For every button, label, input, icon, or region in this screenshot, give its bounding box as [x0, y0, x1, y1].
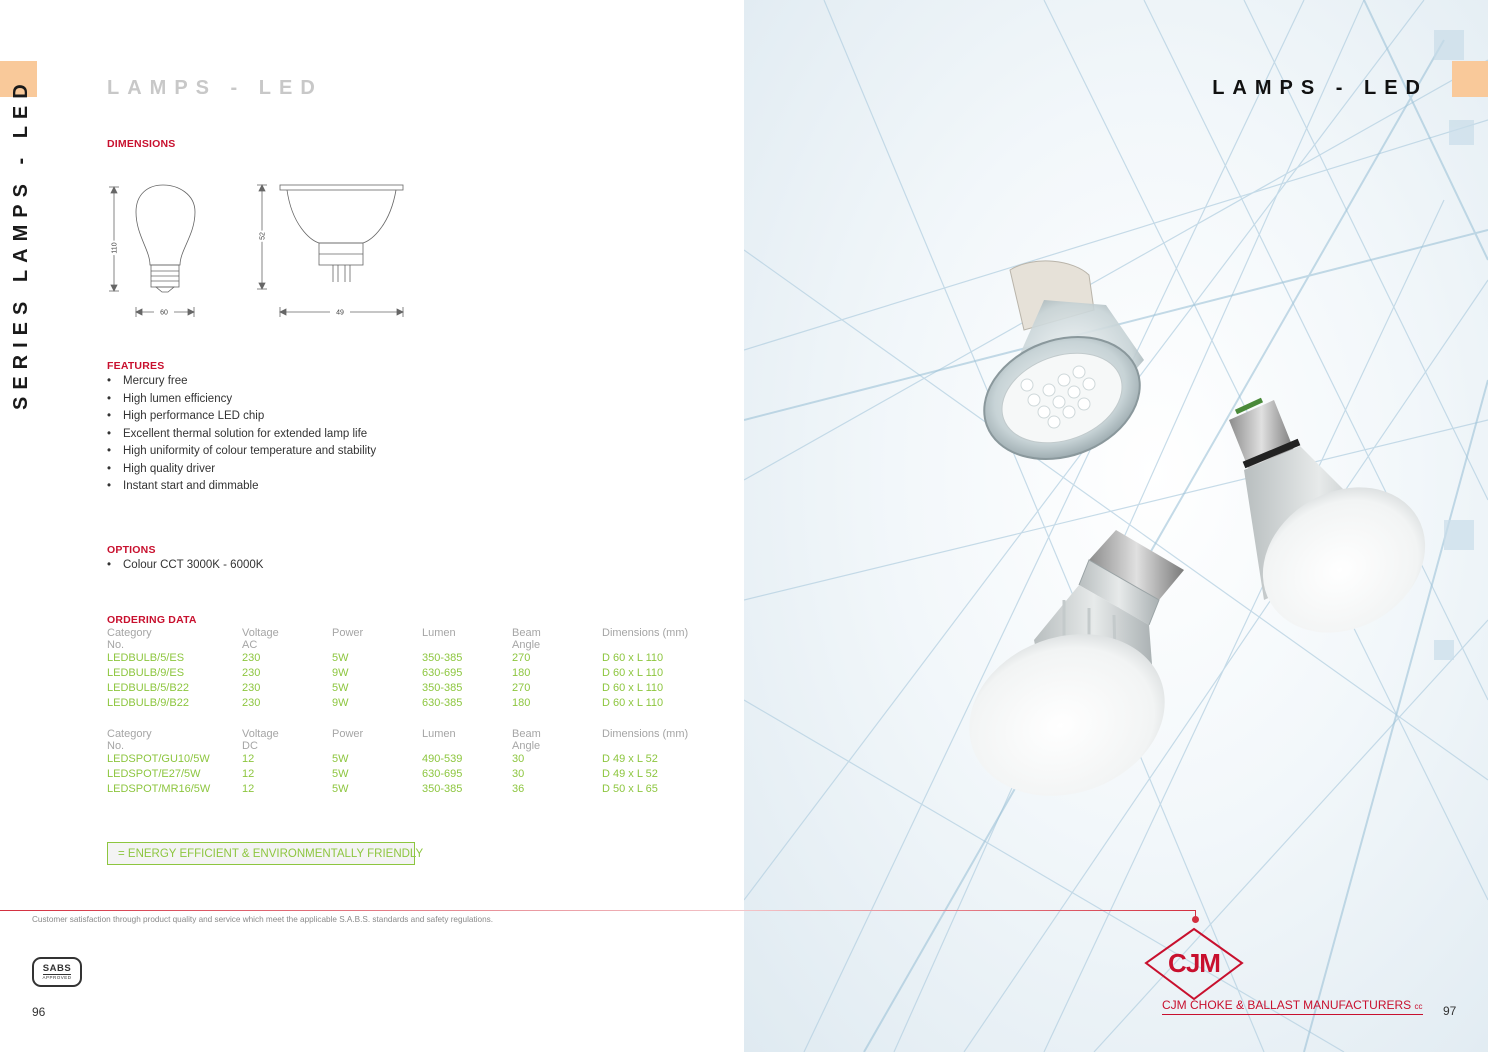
table-cell: 490-539 [422, 753, 463, 765]
table-row [107, 752, 722, 767]
bulb-height-label: 110 [111, 242, 119, 254]
table-cell: 5W [332, 768, 349, 780]
table-cell: 230 [242, 652, 261, 664]
column-header: Voltage DC [242, 728, 279, 752]
column-header: Power [332, 627, 364, 639]
column-header: Dimensions (mm) [602, 627, 689, 639]
table-cell: 5W [332, 652, 349, 664]
table-cell: LEDSPOT/GU10/5W [107, 753, 210, 765]
column-header: Beam Angle [512, 627, 541, 651]
table-cell: 12 [242, 753, 255, 765]
column-header: Beam Angle [512, 728, 541, 752]
table-cell: 350-385 [422, 783, 463, 795]
table-cell: 630-695 [422, 667, 463, 679]
sabs-approved-logo: SABS APPROVED [32, 957, 82, 987]
side-title: SERIES LAMPS - LED [10, 77, 32, 410]
features-heading: FEATURES [107, 360, 165, 372]
ordering-data-heading: ORDERING DATA [107, 614, 197, 626]
cjm-logo [1142, 925, 1246, 1003]
table-cell: 630-385 [422, 697, 463, 709]
table-cell: D 50 x L 65 [602, 783, 658, 795]
column-header: Dimensions (mm) [602, 728, 689, 740]
e27-bulb [1229, 400, 1452, 661]
table-cell: LEDBULB/5/B22 [107, 682, 189, 694]
table-cell: 12 [242, 783, 255, 795]
bulb-outline [136, 185, 195, 265]
table-cell: 36 [512, 783, 525, 795]
table-body [107, 651, 722, 711]
table-cell: D 60 x L 110 [602, 667, 664, 679]
features-list [107, 373, 376, 496]
page-title-right: LAMPS - LED [1212, 77, 1428, 99]
table-row [107, 767, 722, 782]
page-title-left: LAMPS - LED [107, 77, 323, 99]
feature-item: • High performance LED chip [107, 408, 376, 426]
led-lamps-photo [744, 0, 1488, 1052]
feature-item: • High lumen efficiency [107, 391, 376, 409]
column-header: Voltage AC [242, 627, 279, 651]
table-cell: LEDBULB/5/ES [107, 652, 185, 664]
table-cell: 270 [512, 652, 531, 664]
company-name: CJM CHOKE & BALLAST MANUFACTURERS cc [1162, 998, 1423, 1015]
footer-divider-right [744, 910, 1196, 911]
spot-lamp [967, 261, 1157, 480]
dimension-drawings [100, 170, 420, 330]
spot-width-label: 49 [336, 309, 344, 317]
table-cell: 9W [332, 697, 349, 709]
table-cell: D 60 x L 110 [602, 697, 664, 709]
b22-bulb [946, 530, 1187, 822]
footer-divider [0, 910, 744, 911]
footer-dot [1192, 916, 1199, 923]
table-cell: LEDBULB/9/ES [107, 667, 185, 679]
table-cell: 30 [512, 753, 525, 765]
table-cell: LEDBULB/9/B22 [107, 697, 189, 709]
feature-item: • Excellent thermal solution for extended lamp life [107, 426, 376, 444]
feature-item: • Instant start and dimmable [107, 478, 376, 496]
table-cell: 9W [332, 667, 349, 679]
table-cell: D 49 x L 52 [602, 768, 658, 780]
bulb-width-label: 60 [160, 309, 168, 317]
table-cell: 230 [242, 667, 261, 679]
table-cell: 630-695 [422, 768, 463, 780]
table-cell: 30 [512, 768, 525, 780]
option-item: • Colour CCT 3000K - 6000K [107, 557, 263, 575]
table-row [107, 666, 722, 681]
table-cell: D 60 x L 110 [602, 682, 664, 694]
table-cell: 5W [332, 753, 349, 765]
dimensions-heading: DIMENSIONS [107, 138, 176, 150]
table-cell: 350-385 [422, 682, 463, 694]
column-header: Lumen [422, 627, 456, 639]
table-cell: LEDSPOT/E27/5W [107, 768, 201, 780]
table-cell: 5W [332, 682, 349, 694]
svg-text:CJM: CJM [1168, 948, 1220, 978]
table-cell: 230 [242, 697, 261, 709]
ordering-table-bulbs [107, 628, 722, 711]
ordering-table-spots [107, 729, 722, 797]
feature-item: • Mercury free [107, 373, 376, 391]
page-number-left: 96 [32, 1005, 46, 1019]
feature-item: • High quality driver [107, 461, 376, 479]
table-cell: 270 [512, 682, 531, 694]
table-row [107, 696, 722, 711]
table-cell: 180 [512, 667, 531, 679]
column-header: Category No. [107, 627, 152, 651]
table-row [107, 681, 722, 696]
spot-height-label: 52 [259, 232, 267, 240]
energy-legend [107, 842, 424, 865]
legend-text: = ENERGY EFFICIENT & ENVIRONMENTALLY FRIENDLY [118, 847, 424, 860]
right-page [744, 0, 1488, 1052]
spot-reflector [287, 190, 396, 243]
column-header: Lumen [422, 728, 456, 740]
table-cell: 5W [332, 783, 349, 795]
table-cell: 350-385 [422, 652, 463, 664]
options-heading: OPTIONS [107, 544, 156, 556]
column-header: Category No. [107, 728, 152, 752]
table-cell: 180 [512, 697, 531, 709]
spot-rim [280, 185, 403, 190]
table-row [107, 651, 722, 666]
page-number-right: 97 [1443, 1004, 1457, 1018]
column-header: Power [332, 728, 364, 740]
table-body [107, 752, 722, 797]
feature-item: • High uniformity of colour temperature and stability [107, 443, 376, 461]
table-cell: D 49 x L 52 [602, 753, 658, 765]
options-list [107, 557, 263, 575]
table-cell: D 60 x L 110 [602, 652, 664, 664]
table-cell: 12 [242, 768, 255, 780]
footer-statement: Customer satisfaction through product quality and service which meet the applicable S.A.B.S. standards and safety regulations. [32, 915, 494, 924]
table-cell: 230 [242, 682, 261, 694]
table-row [107, 782, 722, 797]
table-cell: LEDSPOT/MR16/5W [107, 783, 211, 795]
